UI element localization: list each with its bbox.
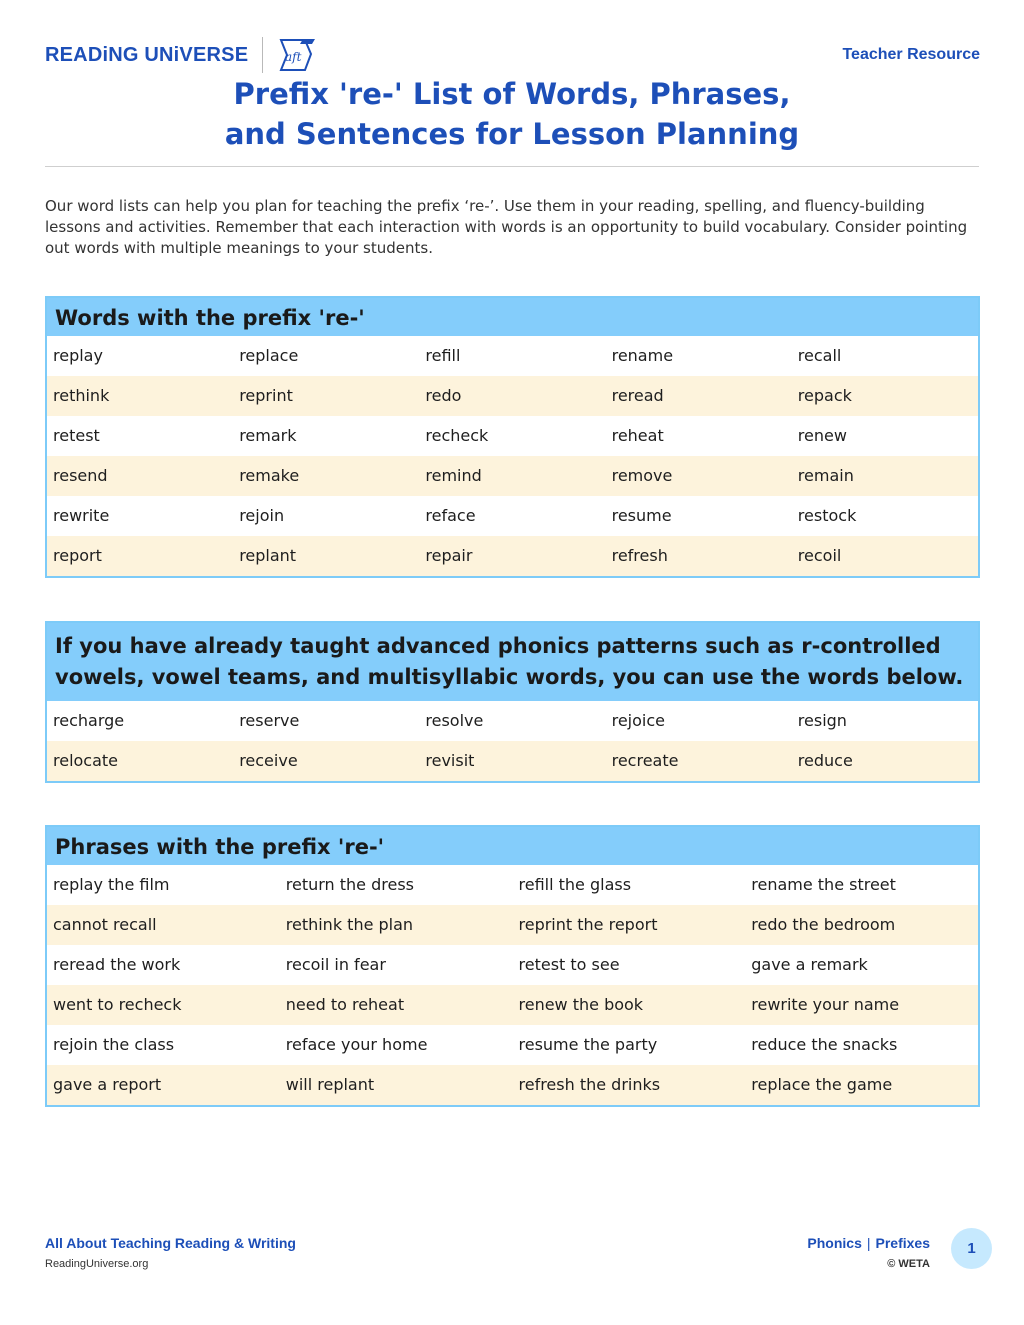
word-cell: reserve — [239, 711, 300, 730]
phrase-cell: reread the work — [53, 955, 181, 974]
word-cell: replay — [53, 346, 103, 365]
word-cell: resend — [47, 456, 233, 496]
phrase-cell: will replant — [280, 1065, 513, 1105]
word-cell: replant — [233, 536, 419, 576]
phrase-cell: retest to see — [518, 955, 620, 974]
word-cell: refill — [425, 346, 461, 365]
word-cell: rethink — [47, 376, 233, 416]
page-title-line-2: and Sentences for Lesson Planning — [224, 117, 800, 151]
phrase-cell: reduce the snacks — [751, 1035, 898, 1054]
word-cell: recall — [797, 346, 842, 365]
word-cell: rejoin — [239, 506, 285, 525]
word-cell: reface — [425, 506, 476, 525]
copyright: © WETA — [887, 1258, 930, 1270]
word-cell: repair — [419, 536, 605, 576]
word-cell: recheck — [425, 426, 489, 445]
word-cell: rename — [611, 346, 674, 365]
phrase-cell: replay the film — [53, 875, 170, 894]
intro-paragraph: Our word lists can help you plan for teaching the prefix ‘re-’. Use them in your reading, spelling, and fluency-building lessons and activities. Remember that each interaction with words is an opportunity to build vocabulary. Consider pointing out words with multiple meanings to your students. — [45, 197, 968, 257]
word-cell: reread — [606, 376, 792, 416]
prefixes-link[interactable]: Prefixes — [875, 1235, 930, 1251]
word-cell: resign — [797, 711, 847, 730]
word-cell: remind — [419, 456, 605, 496]
phrase-cell: recoil in fear — [285, 955, 386, 974]
advanced-words-table — [45, 621, 980, 783]
phrase-cell: renew the book — [513, 985, 746, 1025]
footer-site-link[interactable]: ReadingUniverse.org — [45, 1258, 149, 1270]
advanced-words-grid — [47, 701, 978, 781]
word-cell: remake — [233, 456, 419, 496]
aft-logo-icon — [275, 36, 317, 74]
footer-category-links — [807, 1235, 930, 1251]
word-cell: reheat — [611, 426, 664, 445]
phrase-cell: gave a remark — [751, 955, 868, 974]
words-grid — [47, 336, 978, 576]
phrase-cell: rejoin the class — [53, 1035, 175, 1054]
word-cell: renew — [797, 426, 847, 445]
word-cell: remove — [606, 456, 792, 496]
advanced-heading-line-1: If you have already taught advanced phonics patterns such as r-controlled — [55, 634, 941, 658]
page-title-line-1: Prefix 're-' List of Words, Phrases, — [233, 77, 791, 111]
word-cell: report — [47, 536, 233, 576]
phrase-cell: refresh the drinks — [513, 1065, 746, 1105]
reading-universe-logo[interactable] — [45, 36, 317, 74]
page-number-badge: 1 — [951, 1228, 992, 1269]
word-cell: redo — [419, 376, 605, 416]
logo-divider — [262, 37, 263, 73]
words-table-heading: Words with the prefix 're-' — [47, 298, 978, 336]
title-divider — [45, 166, 979, 167]
word-cell: replace — [239, 346, 299, 365]
word-cell: rejoice — [611, 711, 665, 730]
word-cell: revisit — [419, 741, 605, 781]
phonics-link[interactable]: Phonics — [807, 1235, 862, 1251]
word-cell: recreate — [606, 741, 792, 781]
word-cell: relocate — [47, 741, 233, 781]
phrase-cell: cannot recall — [47, 905, 280, 945]
word-cell: retest — [53, 426, 100, 445]
word-cell: remark — [239, 426, 297, 445]
word-cell: resolve — [425, 711, 484, 730]
aft-logo-text: aft — [285, 50, 302, 64]
phrases-table-heading: Phrases with the prefix 're-' — [47, 827, 978, 865]
word-cell: remain — [792, 456, 978, 496]
word-cell: reprint — [233, 376, 419, 416]
phrase-cell: reface your home — [285, 1035, 428, 1054]
phrase-cell: went to recheck — [47, 985, 280, 1025]
page-title — [0, 74, 1024, 154]
word-cell: resume — [611, 506, 672, 525]
phrase-cell: rethink the plan — [280, 905, 513, 945]
footer-link-separator: | — [866, 1235, 871, 1251]
phrase-cell: rename the street — [751, 875, 896, 894]
teacher-resource-label: Teacher Resource — [842, 46, 980, 63]
word-cell: refresh — [606, 536, 792, 576]
phrases-table — [45, 825, 980, 1107]
word-cell: recharge — [53, 711, 125, 730]
phrases-grid — [47, 865, 978, 1105]
words-table — [45, 296, 980, 578]
phrase-cell: gave a report — [47, 1065, 280, 1105]
phrase-cell: refill the glass — [518, 875, 632, 894]
advanced-words-heading — [47, 623, 978, 701]
word-cell: rewrite — [53, 506, 110, 525]
word-cell: reduce — [792, 741, 978, 781]
advanced-heading-line-2: vowels, vowel teams, and multisyllabic words, you can use the words below. — [55, 665, 964, 689]
logo-text: READiNG UNiVERSE — [45, 43, 249, 66]
phrase-cell: resume the party — [518, 1035, 658, 1054]
word-cell: receive — [233, 741, 419, 781]
phrase-cell: need to reheat — [280, 985, 513, 1025]
word-cell: restock — [797, 506, 857, 525]
phrase-cell: redo the bedroom — [745, 905, 978, 945]
footer-tagline: All About Teaching Reading & Writing — [45, 1235, 296, 1251]
phrase-cell: replace the game — [745, 1065, 978, 1105]
phrase-cell: return the dress — [285, 875, 414, 894]
word-cell: recoil — [792, 536, 978, 576]
phrase-cell: reprint the report — [513, 905, 746, 945]
word-cell: repack — [792, 376, 978, 416]
phrase-cell: rewrite your name — [745, 985, 978, 1025]
